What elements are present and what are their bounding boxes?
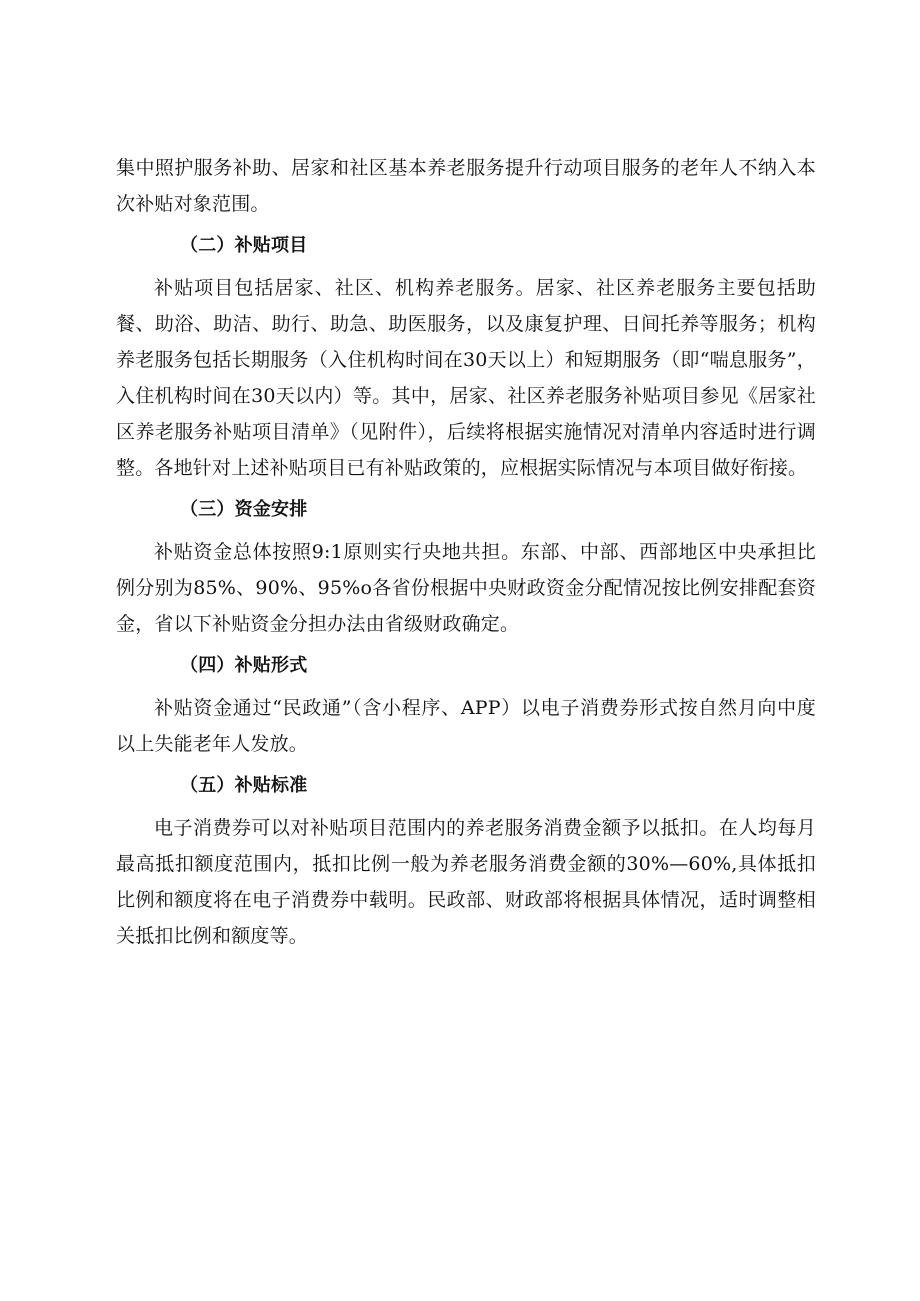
section-paragraph: 补贴项目包括居家、社区、机构养老服务。居家、社区养老服务主要包括助餐、助浴、助洁、助行、助急、助医服务，以及康复护理、日间托养等服务；机构养老服务包括长期服务（入住机构时间在30天以上）和短期服务（即“喘息服务”，入住机构时间在30天以内）等。其中，居家、社区养老服务补贴项目参见《居家社区养老服务补贴项目清单》（见附件），后续将根据实施情况对清单内容适时进行调整。各地针对上述补贴项目已有补贴政策的，应根据实际情况与本项目做好衔接。 (116, 277, 816, 479)
section-paragraph: 补贴资金总体按照9:1原则实行央地共担。东部、中部、西部地区中央承担比例分别为85%、90%、95%o各省份根据中央财政资金分配情况按比例安排配套资金，省以下补贴资金分担办法由省级财政确定。 (116, 541, 816, 635)
section-subsidy-items (116, 228, 816, 486)
section-heading: （二）补贴项目 (180, 235, 308, 256)
section-subsidy-form (116, 648, 816, 762)
section-heading: （三）资金安排 (180, 499, 308, 520)
section-funding-arrangement (116, 492, 816, 642)
document-body (116, 150, 816, 954)
section-paragraph: 电子消费券可以对补贴项目范围内的养老服务消费金额予以抵扣。在人均每月最高抵扣额度范围内，抵扣比例一般为养老服务消费金额的30%—60%,具体抵扣比例和额度将在电子消费券中载明。民政部、财政部将根据具体情况，适时调整相关抵扣比例和额度等。 (116, 817, 816, 947)
section-paragraph: 补贴资金通过“民政通”（含小程序、APP）以电子消费券形式按自然月向中度以上失能老年人发放。 (116, 697, 816, 755)
section-heading: （四）补贴形式 (180, 655, 308, 676)
section-heading: （五）补贴标准 (180, 775, 308, 796)
intro-paragraph: 集中照护服务补助、居家和社区基本养老服务提升行动项目服务的老年人不纳入本次补贴对象范围。 (116, 157, 816, 215)
section-subsidy-standard (116, 768, 816, 954)
